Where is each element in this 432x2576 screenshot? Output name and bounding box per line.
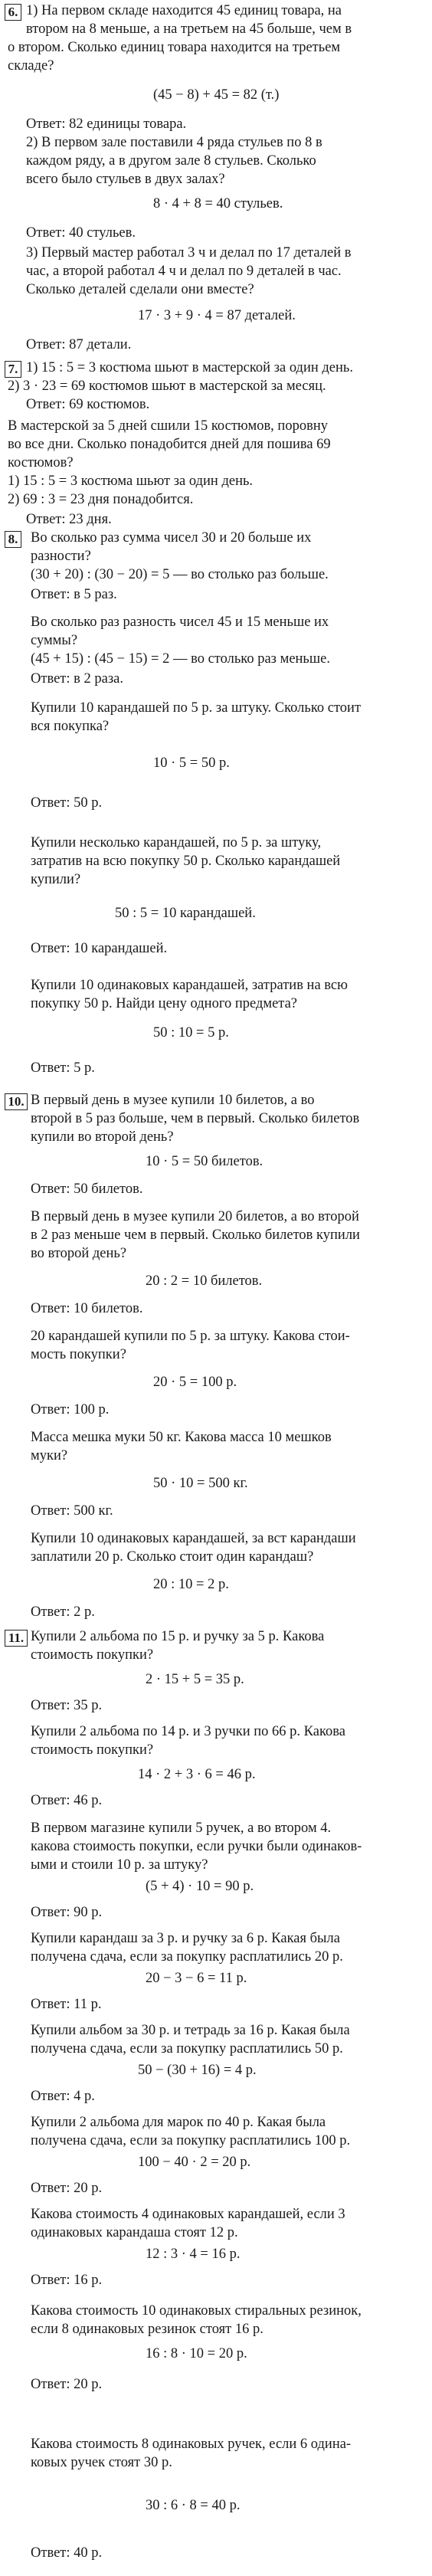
task-line: 3) Первый мастер работал 3 ч и делал по 17 деталей в — [26, 245, 352, 261]
task-line: 1) На первом складе находится 45 единиц товара, на — [26, 3, 342, 18]
task-line: разности? — [31, 549, 91, 564]
equation: (45 + 15) : (45 − 15) = 2 — во столько раз меньше. — [31, 651, 330, 667]
answer: Ответ: 20 р. — [31, 2181, 103, 2196]
task-line: во второй день? — [31, 1246, 127, 1261]
equation: 10 · 5 = 50 р. — [153, 755, 230, 771]
task-line: получена сдача, если за покупку расплатились 50 р. — [31, 2041, 343, 2057]
answer: Ответ: 4 р. — [31, 2089, 95, 2104]
equation: 20 : 10 = 2 р. — [153, 1577, 229, 1592]
answer: Ответ: 40 стульев. — [26, 225, 136, 241]
task-line: Купили 10 карандашей по 5 р. за штуку. Сколько стоит — [31, 700, 362, 716]
task-line: стоимость покупки? — [31, 1742, 154, 1758]
task-line: если 8 одинаковых резинок стоят 16 р. — [31, 2322, 263, 2337]
answer: Ответ: 2 р. — [31, 1604, 95, 1620]
equation: 10 · 5 = 50 билетов. — [146, 1154, 263, 1169]
answer: Ответ: 16 р. — [31, 2273, 103, 2288]
task-line: во все дни. Сколько понадобится дней для пошива 69 — [8, 437, 331, 452]
task-line: получена сдача, если за покупку расплатились 20 р. — [31, 1949, 343, 1965]
task-line: В первый день в музее купили 10 билетов, а во — [31, 1093, 315, 1108]
answer: Ответ: 90 р. — [31, 1905, 103, 1920]
answer: Ответ: 100 р. — [31, 1402, 110, 1417]
equation: (5 + 4) · 10 = 90 р. — [146, 1879, 254, 1894]
task-line: 2) В первом зале поставили 4 ряда стульев по 8 в — [26, 135, 322, 150]
task-line: Купили карандаш за 3 р. и ручку за 6 р. Какая была — [31, 1931, 340, 1946]
equation: 2 · 15 + 5 = 35 р. — [146, 1672, 244, 1687]
answer: Ответ: 87 детали. — [26, 337, 132, 352]
task-line: ыми и стоили 10 р. за штуку? — [31, 1857, 208, 1873]
answer: Ответ: 500 кг. — [31, 1503, 113, 1519]
task-line: Купили альбом за 30 р. и тетрадь за 16 р. Какая была — [31, 2023, 350, 2038]
task-line: всего было стульев в двух залах? — [26, 172, 225, 187]
answer: Ответ: 46 р. — [31, 1793, 103, 1808]
answer: Ответ: в 5 раз. — [31, 587, 117, 602]
equation: 20 − 3 − 6 = 11 р. — [146, 1971, 247, 1986]
task-line: суммы? — [31, 633, 78, 648]
task-line: Во сколько раз сумма чисел 30 и 20 больше их — [31, 530, 312, 546]
answer: Ответ: 20 р. — [31, 2377, 103, 2392]
task-line: складе? — [8, 58, 54, 74]
task-line: втором на 8 меньше, а на третьем на 45 больше, чем в — [26, 21, 352, 37]
equation: 17 · 3 + 9 · 4 = 87 деталей. — [138, 308, 296, 323]
task-line: мость покупки? — [31, 1347, 126, 1362]
task-line: в 2 раз меньше чем в первый. Сколько билетов купили — [31, 1227, 360, 1243]
answer: Ответ: 40 р. — [31, 2545, 103, 2561]
answer: Ответ: 50 р. — [31, 795, 103, 811]
task-line: вся покупка? — [31, 719, 110, 734]
answer: Ответ: 82 единицы товара. — [26, 116, 187, 132]
answer: Ответ: 10 карандашей. — [31, 941, 168, 956]
task-line: В первом магазине купили 5 ручек, а во втором 4. — [31, 1821, 332, 1836]
task-number: 11. — [5, 1630, 28, 1647]
task-line: костюмов? — [8, 455, 74, 470]
task-line: муки? — [31, 1448, 68, 1463]
task-line: В мастерской за 5 дней сшили 15 костюмов, поровну — [8, 418, 328, 434]
answer: Ответ: 35 р. — [31, 1698, 103, 1713]
task-number: 8. — [5, 531, 21, 548]
equation: 16 : 8 · 10 = 20 р. — [146, 2346, 247, 2361]
task-line: ковых ручек стоят 30 р. — [31, 2455, 172, 2470]
task-line: одинаковых карандаша стоят 12 р. — [31, 2225, 238, 2240]
task-line: о втором. Сколько единиц товара находится на третьем — [8, 40, 341, 55]
task-line: второй в 5 раз больше, чем в первый. Сколько билетов — [31, 1111, 360, 1126]
task-number: 6. — [5, 4, 21, 21]
task-line: какова стоимость покупки, если ручки были одинаков- — [31, 1839, 362, 1854]
task-line: каждом ряду, а в другом зале 8 стульев. Сколько — [26, 153, 316, 169]
task-line: Купили 2 альбома по 14 р. и 3 ручки по 66 р. Какова — [31, 1724, 345, 1739]
task-line: Масса мешка муки 50 кг. Какова масса 10 мешков — [31, 1430, 332, 1445]
answer: Ответ: 50 билетов. — [31, 1181, 143, 1197]
task-line: В первый день в музее купили 20 билетов, а во второй — [31, 1209, 359, 1224]
answer: Ответ: 69 костюмов. — [26, 397, 150, 412]
task-line: покупку 50 р. Найди цену одного предмета? — [31, 996, 298, 1011]
task-line: Какова стоимость 4 одинаковых карандашей, если 3 — [31, 2207, 345, 2222]
task-line: 2) 3 · 23 = 69 костюмов шьют в мастерской за месяц. — [8, 379, 326, 394]
task-line: Купили несколько карандашей, по 5 р. за штуку, — [31, 835, 322, 850]
answer: Ответ: 5 р. — [31, 1060, 95, 1076]
task-line: 1) 15 : 5 = 3 костюма шьют в мастерской за один день. — [26, 360, 353, 375]
task-line: 2) 69 : 3 = 23 дня понадобится. — [8, 492, 194, 507]
equation: 50 : 10 = 5 р. — [153, 1025, 229, 1041]
task-number: 7. — [5, 361, 21, 378]
task-line: Во сколько раз разность чисел 45 и 15 меньше их — [31, 615, 329, 630]
equation: 30 : 6 · 8 = 40 р. — [146, 2498, 241, 2513]
equation: 50 · 10 = 500 кг. — [153, 1476, 248, 1491]
equation: 20 · 5 = 100 р. — [153, 1375, 237, 1390]
answer: Ответ: 23 дня. — [26, 512, 112, 527]
task-line: стоимость покупки? — [31, 1647, 154, 1663]
equation: (45 − 8) + 45 = 82 (т.) — [153, 87, 280, 103]
task-line: затратив на всю покупку 50 р. Сколько карандашей — [31, 854, 341, 869]
equation: 14 · 2 + 3 · 6 = 46 р. — [138, 1767, 256, 1782]
task-line: Сколько деталей сделали они вместе? — [26, 282, 254, 297]
task-line: час, а второй работал 4 ч и делал по 9 деталей в час. — [26, 264, 342, 279]
task-line: заплатили 20 р. Сколько стоит один карандаш? — [31, 1549, 314, 1565]
answer: Ответ: 11 р. — [31, 1997, 102, 2012]
answer: Ответ: 10 билетов. — [31, 1301, 143, 1316]
equation: 8 · 4 + 8 = 40 стульев. — [153, 196, 283, 211]
task-line: Купили 10 одинаковых карандашей, за вст карандаши — [31, 1531, 356, 1546]
equation: 50 − (30 + 16) = 4 р. — [138, 2063, 257, 2078]
task-line: получена сдача, если за покупку расплатились 100 р. — [31, 2133, 351, 2148]
equation: 12 : 3 · 4 = 16 р. — [146, 2247, 241, 2262]
task-line: Купили 2 альбома по 15 р. и ручку за 5 р. Какова — [31, 1629, 325, 1644]
task-line: 1) 15 : 5 = 3 костюма шьют за один день. — [8, 474, 254, 489]
answer: Ответ: в 2 раза. — [31, 671, 123, 687]
task-line: Купили 10 одинаковых карандашей, затратив на всю — [31, 978, 348, 993]
equation: (30 + 20) : (30 − 20) = 5 — во столько раз больше. — [31, 567, 329, 582]
task-number: 10. — [5, 1093, 28, 1110]
task-line: Какова стоимость 10 одинаковых стиральных резинок, — [31, 2303, 362, 2319]
equation: 50 : 5 = 10 карандашей. — [115, 906, 256, 921]
equation: 100 − 40 · 2 = 20 р. — [138, 2155, 251, 2170]
task-line: 20 карандашей купили по 5 р. за штуку. Какова стои- — [31, 1329, 350, 1344]
task-line: купили? — [31, 872, 81, 887]
task-line: Купили 2 альбома для марок по 40 р. Какая была — [31, 2115, 326, 2130]
equation: 20 : 2 = 10 билетов. — [146, 1273, 263, 1289]
task-line: купили во второй день? — [31, 1129, 174, 1145]
task-line: Какова стоимость 8 одинаковых ручек, если 6 одина- — [31, 2437, 352, 2452]
